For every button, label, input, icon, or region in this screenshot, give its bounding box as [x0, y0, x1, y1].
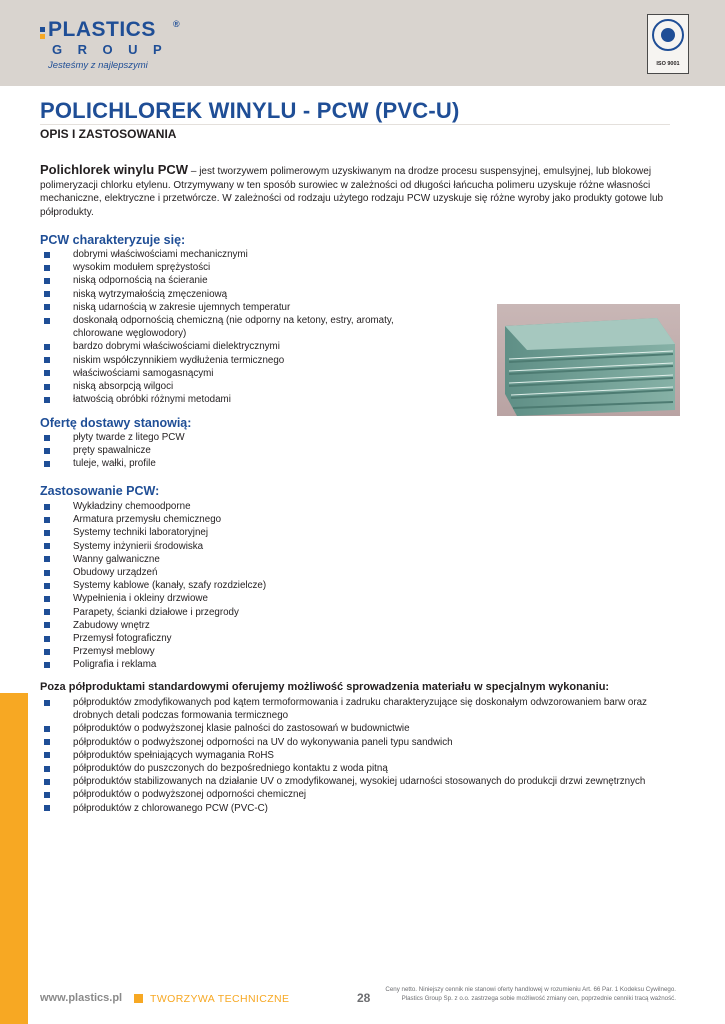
bullet-square-icon	[44, 662, 50, 668]
list-item	[40, 736, 680, 749]
list-item	[40, 526, 440, 539]
bullet-square-icon	[44, 357, 50, 363]
list-item	[40, 553, 440, 566]
bullet-square-icon	[44, 739, 50, 745]
list-item-text: Przemysł fotograficzny	[73, 633, 172, 645]
side-accent-strip	[0, 693, 28, 1024]
bullet-square-icon	[44, 636, 50, 642]
list-item-text: półproduktów zmodyfikowanych pod kątem termoformowania i zadruku charakteryzujące się doskonałym odwzorowaniem barw oraz drobnych detali podczas formowania termicznego	[73, 697, 647, 722]
list-item-text: Systemy kablowe (kanały, szafy rozdzielcze)	[73, 580, 267, 592]
logo-mark-icon	[40, 23, 47, 39]
list-item-text: Systemy inżynierii środowiska	[73, 540, 204, 552]
list-item-text: Parapety, ścianki działowe i przegrody	[73, 606, 239, 618]
list-item	[40, 301, 440, 314]
page-title: POLICHLOREK WINYLU - PCW (PVC-U)	[40, 98, 460, 123]
offer-list	[40, 431, 440, 471]
list-item	[40, 540, 440, 553]
bullet-square-icon	[44, 700, 50, 706]
bullet-square-icon	[44, 304, 50, 310]
list-item-text: półproduktów o podwyższonej klasie palności do zastosowań w budownictwie	[73, 723, 410, 735]
list-item	[40, 248, 440, 261]
logo-word: PLASTICS	[48, 18, 156, 41]
list-item-text: niską odpornością na ścieranie	[73, 275, 208, 287]
intro-lead: Polichlorek winylu PCW	[40, 162, 189, 177]
list-item	[40, 592, 440, 605]
page-number: 28	[357, 991, 371, 1005]
list-item-text: półproduktów o podwyższonej odporności chemicznej	[73, 789, 307, 801]
list-item	[40, 431, 440, 444]
features-list	[40, 248, 440, 406]
list-item	[40, 380, 440, 393]
list-item	[40, 393, 440, 406]
list-item-text: półproduktów z chlorowanego PCW (PVC-C)	[73, 802, 268, 814]
bullet-square-icon	[44, 779, 50, 785]
list-item	[40, 288, 440, 301]
bullet-square-icon	[44, 570, 50, 576]
intro-paragraph	[40, 163, 680, 219]
list-item-text: półproduktów do puszczonych do bezpośredniego kontaktu z woda pitną	[73, 763, 388, 775]
list-item	[40, 340, 440, 353]
list-item-text: wysokim modułem sprężystości	[73, 262, 211, 274]
bullet-square-icon	[44, 556, 50, 562]
list-item-text: właściwościami samogasnącymi	[73, 367, 214, 379]
list-item-text: doskonałą odpornością chemiczną (nie odporny na ketony, estry, aromaty, chlorowane węglowodory)	[73, 315, 394, 340]
bullet-square-icon	[44, 583, 50, 589]
bullet-square-icon	[44, 265, 50, 271]
list-item	[40, 749, 680, 762]
footer-disclaimer	[380, 985, 676, 1003]
iso-label: ISO 9001	[656, 61, 680, 67]
list-item	[40, 457, 440, 470]
bullet-square-icon	[44, 530, 50, 536]
bullet-square-icon	[44, 792, 50, 798]
footer-category: TWORZYWA TECHNICZNE	[150, 993, 290, 1005]
list-item	[40, 696, 680, 722]
list-item-text: tuleje, wałki, profile	[73, 458, 156, 470]
list-item	[40, 762, 680, 775]
certification-seal-icon	[652, 19, 684, 51]
applications-heading: Zastosowanie PCW:	[40, 484, 160, 498]
logo-tagline: Jesteśmy z najlepszymi	[48, 60, 148, 71]
iso-certificate-badge	[647, 14, 689, 74]
bullet-square-icon	[44, 397, 50, 403]
list-item	[40, 658, 440, 671]
list-item-text: Wanny galwaniczne	[73, 553, 160, 565]
list-item-text: pręty spawalnicze	[73, 445, 151, 457]
bullet-square-icon	[44, 609, 50, 615]
list-item-text: półproduktów o podwyższonej odporności na UV do wykonywania paneli typu sandwich	[73, 736, 453, 748]
list-item-text: Poligrafia i reklama	[73, 659, 157, 671]
list-item	[40, 354, 440, 367]
list-item	[40, 775, 680, 788]
list-item-text: półproduktów spełniających wymagania RoHS	[73, 749, 274, 761]
logo-group-word: GROUP	[52, 42, 178, 57]
footer-website-link[interactable]: www.plastics.pl	[40, 992, 123, 1004]
list-item-text: półproduktów stabilizowanych na działanie UV o zmodyfikowanej, wysokiej udarności stosowanych do produkcji drzwi zewnętrznych	[73, 776, 646, 788]
pvc-tank-photo	[497, 304, 680, 416]
footer-disclaimer-line: Plastics Group Sp. z o.o. zastrzega sobie możliwość zmiany cen, poprzednie cenniki tracą ważność.	[401, 995, 676, 1002]
intro-text: – jest tworzywem polimerowym uzyskiwanym na drodze procesu suspensyjnej, emulsyjnej, lub blokowej polimeryzacji chlorku etylenu. Otrzymywany w ten sposób surowiec w zależności od długości łańcucha polimeru uzyskuje różne własności mechaniczne, elektryczne i przetwórcze. W zależności od rodzaju użytego rodzaju PCW uzyskuje się różne wyroby jako produkty gotowe lub półprodukty.	[40, 166, 664, 218]
plastics-group-logo	[40, 18, 190, 76]
list-item	[40, 722, 680, 735]
list-item	[40, 579, 440, 592]
list-item	[40, 367, 440, 380]
list-item-text: niską udarnością w zakresie ujemnych temperatur	[73, 301, 291, 313]
list-item-text: bardzo dobrymi właściwościami dielektrycznymi	[73, 341, 280, 353]
list-item-text: Obudowy urządzeń	[73, 567, 158, 579]
bullet-square-icon	[44, 461, 50, 467]
bullet-square-icon	[44, 649, 50, 655]
bullet-square-icon	[44, 344, 50, 350]
list-item-text: Wykładziny chemoodporne	[73, 501, 191, 512]
bullet-square-icon	[44, 435, 50, 441]
bullet-square-icon	[44, 726, 50, 732]
list-item	[40, 274, 440, 287]
bullet-square-icon	[44, 291, 50, 297]
bullet-square-icon	[44, 517, 50, 523]
list-item-text: Przemysł meblowy	[73, 646, 155, 658]
title-divider	[40, 124, 670, 125]
offer-heading: Ofertę dostawy stanowią:	[40, 416, 192, 430]
list-item-text: Zabudowy wnętrz	[73, 619, 150, 631]
logo-registered-mark: ®	[173, 19, 180, 29]
list-item-text: płyty twarde z litego PCW	[73, 432, 185, 443]
list-item	[40, 606, 440, 619]
list-item-text: Armatura przemysłu chemicznego	[73, 514, 222, 526]
bullet-square-icon	[44, 384, 50, 390]
pvc-tank-illustration	[497, 304, 680, 416]
bullet-square-icon	[44, 370, 50, 376]
features-heading: PCW charakteryzuje się:	[40, 233, 186, 247]
bullet-square-icon	[44, 596, 50, 602]
list-item	[40, 619, 440, 632]
bullet-square-icon	[44, 318, 50, 324]
page-header	[0, 0, 725, 86]
list-item	[40, 500, 440, 513]
bullet-square-icon	[44, 252, 50, 258]
special-list	[40, 696, 680, 815]
list-item-text: niską wytrzymałością zmęczeniową	[73, 288, 228, 300]
list-item	[40, 261, 440, 274]
list-item	[40, 802, 680, 815]
bullet-square-icon	[44, 543, 50, 549]
bullet-square-icon	[44, 448, 50, 454]
special-heading: Poza półproduktami standardowymi oferujemy możliwość sprowadzenia materiału w specjalnym wykonaniu:	[40, 681, 610, 693]
page-subtitle: OPIS I ZASTOSOWANIA	[40, 127, 177, 141]
bullet-square-icon	[44, 504, 50, 510]
list-item	[40, 314, 440, 340]
bullet-square-icon	[44, 805, 50, 811]
list-item-text: niską absorpcją wilgoci	[73, 381, 174, 393]
footer-square-icon	[134, 994, 143, 1003]
list-item-text: łatwością obróbki różnymi metodami	[73, 394, 231, 406]
list-item	[40, 788, 680, 801]
bullet-square-icon	[44, 622, 50, 628]
list-item	[40, 513, 440, 526]
list-item-text: Wypełnienia i okleiny drzwiowe	[73, 593, 208, 605]
list-item	[40, 632, 440, 645]
bullet-square-icon	[44, 752, 50, 758]
list-item	[40, 645, 440, 658]
applications-list	[40, 500, 440, 672]
list-item-text: niskim współczynnikiem wydłużenia termicznego	[73, 354, 285, 366]
list-item	[40, 444, 440, 457]
footer-disclaimer-line: Ceny netto. Niniejszy cennik nie stanowi oferty handlowej w rozumieniu Art. 66 Par. 1 Kodeksu Cywilnego.	[385, 986, 676, 993]
bullet-square-icon	[44, 278, 50, 284]
list-item	[40, 566, 440, 579]
bullet-square-icon	[44, 766, 50, 772]
list-item-text: Systemy techniki laboratoryjnej	[73, 527, 209, 539]
list-item-text: dobrymi właściwościami mechanicznymi	[73, 249, 248, 260]
